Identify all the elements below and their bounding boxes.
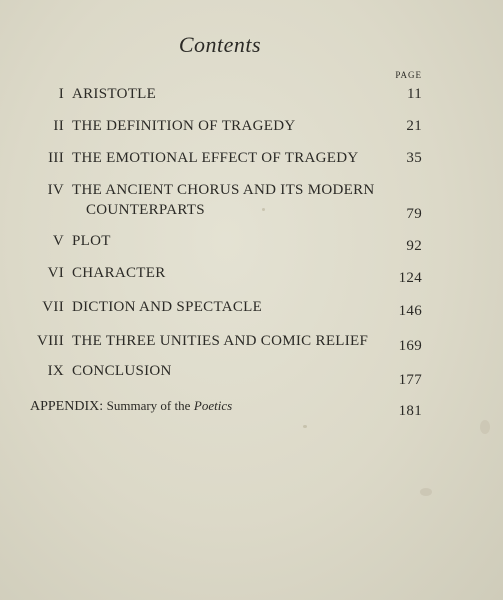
appendix-text: Summary of the bbox=[106, 398, 191, 413]
page-number: 11 bbox=[406, 86, 422, 102]
page-number: 177 bbox=[398, 372, 422, 388]
page-number: 181 bbox=[398, 403, 422, 419]
page-number: 21 bbox=[406, 118, 422, 134]
paper-stain bbox=[480, 420, 490, 434]
chapter-title: THE ANCIENT CHORUS AND ITS MODERN bbox=[72, 182, 375, 198]
chapter-number: VII bbox=[42, 299, 64, 315]
chapter-title: CHARACTER bbox=[72, 265, 166, 281]
chapter-number: V bbox=[52, 233, 64, 249]
page-number: 169 bbox=[398, 338, 422, 354]
chapter-number: II bbox=[53, 118, 64, 134]
chapter-number: VI bbox=[47, 265, 64, 281]
chapter-title-continued: COUNTERPARTS bbox=[86, 202, 205, 218]
chapter-title: THE THREE UNITIES AND COMIC RELIEF bbox=[72, 333, 369, 349]
chapter-number: IX bbox=[47, 363, 64, 379]
contents-title: Contents bbox=[178, 32, 262, 57]
chapter-title: THE EMOTIONAL EFFECT OF TRAGEDY bbox=[72, 150, 359, 166]
page-number: 124 bbox=[398, 270, 422, 286]
chapter-number: III bbox=[48, 150, 64, 166]
paper-speck bbox=[303, 425, 307, 428]
appendix-italic-title: Poetics bbox=[193, 398, 233, 413]
chapter-title: ARISTOTLE bbox=[72, 86, 157, 102]
page-number: 35 bbox=[406, 150, 422, 166]
chapter-title: DICTION AND SPECTACLE bbox=[72, 299, 263, 315]
page-number: 146 bbox=[398, 303, 422, 319]
page-number: 79 bbox=[406, 206, 422, 222]
page-number: 92 bbox=[406, 238, 422, 254]
appendix-label: APPENDIX: bbox=[30, 399, 104, 414]
chapter-number: VIII bbox=[36, 333, 64, 349]
chapter-title: THE DEFINITION OF TRAGEDY bbox=[72, 118, 296, 134]
toc-entry bbox=[0, 182, 503, 226]
chapter-number: IV bbox=[47, 182, 64, 198]
chapter-number: I bbox=[58, 86, 64, 102]
paper-speck bbox=[262, 208, 265, 211]
chapter-title: CONCLUSION bbox=[72, 363, 172, 379]
paper-stain bbox=[420, 488, 432, 496]
appendix-entry bbox=[30, 398, 232, 415]
page-column-header: PAGE bbox=[395, 70, 422, 80]
chapter-title: PLOT bbox=[72, 233, 111, 249]
